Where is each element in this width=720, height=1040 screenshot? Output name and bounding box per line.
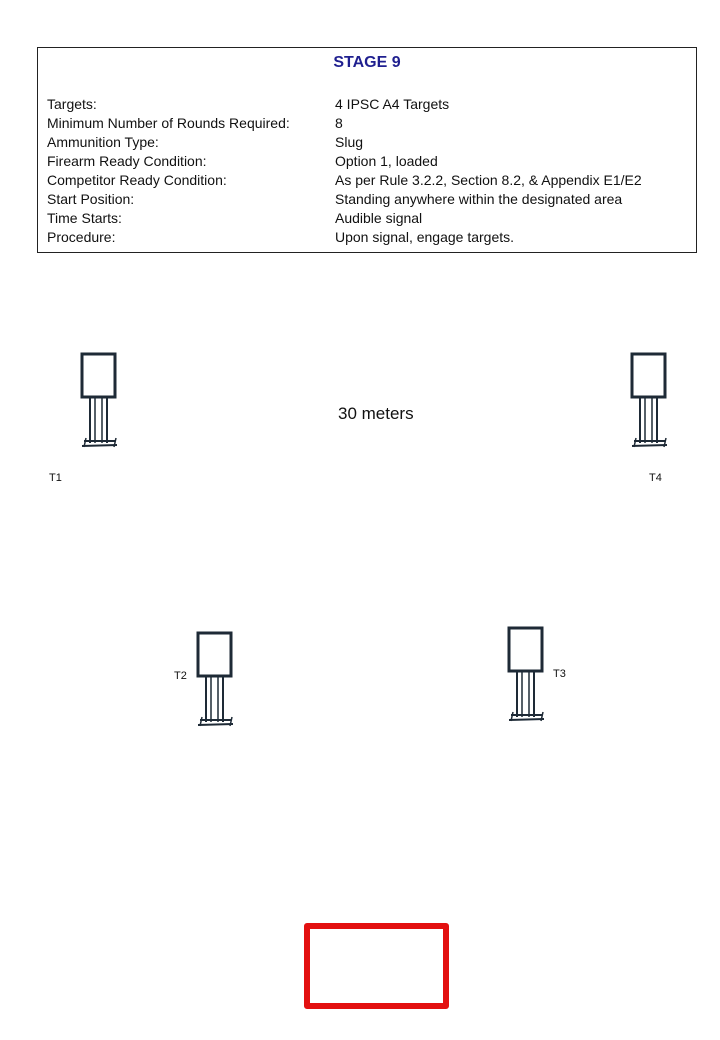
distance-label: 30 meters — [338, 404, 414, 423]
row-label: Competitor Ready Condition: — [47, 172, 227, 188]
row-label: Start Position: — [47, 191, 135, 207]
target-t3-icon — [509, 628, 544, 721]
row-value: 8 — [335, 115, 343, 131]
target-label-t3: T3 — [553, 668, 566, 680]
row-value: As per Rule 3.2.2, Section 8.2, & Appendix E1/E2 — [335, 172, 642, 188]
target-label-t2: T2 — [174, 670, 187, 682]
row-label: Firearm Ready Condition: — [47, 153, 207, 169]
target-label-t1: T1 — [49, 472, 62, 484]
target-t1-icon — [82, 354, 117, 447]
row-value: Upon signal, engage targets. — [335, 229, 515, 245]
target-t4-icon — [632, 354, 667, 447]
row-value: Option 1, loaded — [335, 153, 438, 169]
row-label: Targets: — [47, 96, 97, 112]
row-label: Procedure: — [47, 229, 116, 245]
start-area-box — [304, 923, 449, 1009]
stage-title: STAGE 9 — [333, 54, 401, 71]
row-label: Minimum Number of Rounds Required: — [47, 115, 290, 131]
row-value: Slug — [335, 134, 364, 150]
row-value: 4 IPSC A4 Targets — [335, 96, 450, 112]
row-value: Audible signal — [335, 210, 423, 226]
target-label-t4: T4 — [649, 472, 662, 484]
row-label: Time Starts: — [47, 210, 122, 226]
target-t2-icon — [198, 633, 233, 726]
row-value: Standing anywhere within the designated area — [335, 191, 623, 207]
row-label: Ammunition Type: — [47, 134, 159, 150]
